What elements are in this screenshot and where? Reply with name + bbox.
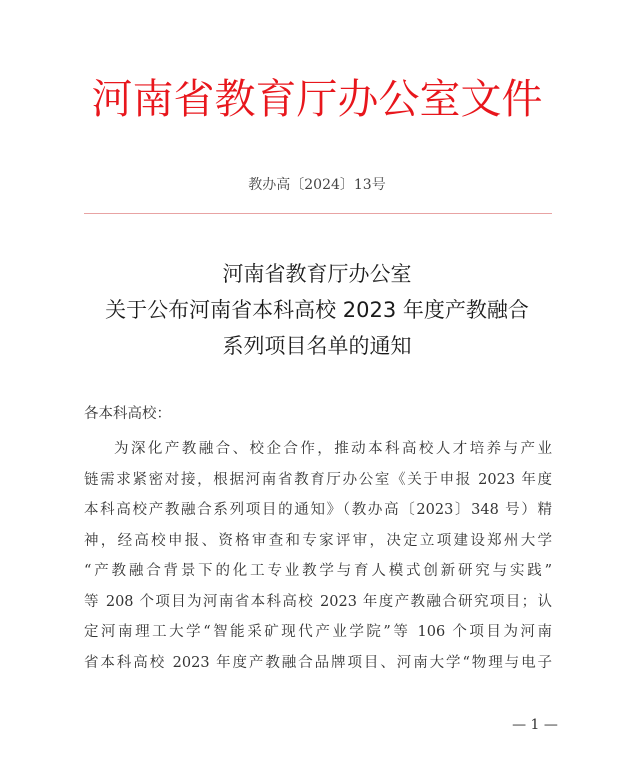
body-line: 省本科高校 2023 年度产教融合品牌项目、河南大学“物理与电子 [84, 654, 552, 671]
issuing-organization-title: 河南省教育厅办公室文件 [91, 75, 543, 123]
body-line: 为深化产教融合、校企合作，推动本科高校人才培养与产业 [114, 441, 552, 457]
page-number: — 1 — [512, 717, 558, 733]
body-line: 神，经高校申报、资格审查和专家评审，决定立项建设郑州大学 [84, 532, 552, 549]
header-divider-rule [84, 213, 552, 214]
body-line: “产教融合背景下的化工专业教学与育人模式创新研究与实践” [84, 563, 552, 579]
document-title [0, 256, 634, 364]
body-line: 链需求紧密对接，根据河南省教育厅办公室《关于申报 2023 年度 [84, 471, 552, 488]
body-line: 等 208 个项目为河南省本科高校 2023 年度产教融合研究项目；认 [84, 593, 552, 610]
salutation: 各本科高校： [84, 406, 171, 422]
body-line: 定河南理工大学“智能采矿现代产业学院”等 106 个项目为河南 [84, 624, 552, 640]
body-line: 本科高校产教融合系列项目的通知》（教办高〔2023〕348 号）精 [84, 502, 552, 518]
document-title-line: 河南省教育厅办公室 [222, 262, 412, 286]
body-paragraph [84, 434, 552, 678]
document-title-line: 系列项目名单的通知 [222, 334, 412, 358]
document-title-line: 关于公布河南省本科高校 2023 年度产教融合 [105, 298, 529, 322]
document-number: 教办高〔2024〕13号 [248, 177, 386, 193]
